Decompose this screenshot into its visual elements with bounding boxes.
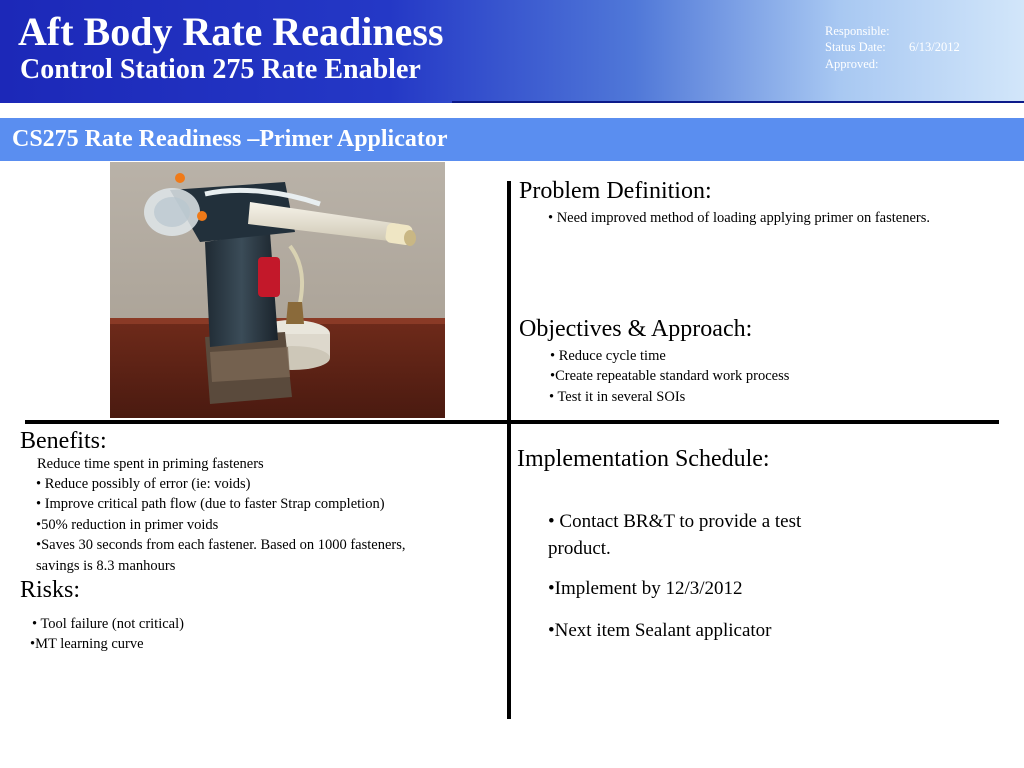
schedule-item: • Contact BR&T to provide a test: [548, 511, 802, 532]
objectives-item: • Reduce cycle time: [550, 348, 666, 364]
risks-item: •MT learning curve: [30, 636, 144, 652]
primer-applicator-photo: [110, 162, 445, 418]
schedule-item: •Implement by 12/3/2012: [548, 578, 743, 599]
objectives-item: •Create repeatable standard work process: [550, 368, 790, 384]
responsible-label: Responsible:: [825, 24, 890, 38]
benefits-item: Reduce time spent in priming fasteners: [37, 456, 264, 472]
benefits-item: •50% reduction in primer voids: [36, 517, 219, 533]
page-subtitle: Control Station 275 Rate Enabler: [20, 54, 421, 85]
status-date-label: Status Date:: [825, 40, 886, 54]
vertical-divider: [507, 181, 511, 719]
approved-label: Approved:: [825, 57, 879, 71]
horizontal-divider: [25, 420, 999, 424]
header-rule: [452, 101, 1024, 103]
objectives-item: • Test it in several SOIs: [549, 389, 686, 405]
objectives-heading: Objectives & Approach:: [519, 316, 753, 342]
schedule-item: •Next item Sealant applicator: [548, 620, 772, 641]
risks-heading: Risks:: [20, 577, 81, 603]
benefits-heading: Benefits:: [20, 428, 107, 454]
risks-item: • Tool failure (not critical): [32, 616, 184, 632]
benefits-item: •Saves 30 seconds from each fastener. Based on 1000 fasteners,: [36, 537, 406, 553]
primer-applicator-image: [110, 162, 445, 418]
problem-item: • Need improved method of loading applying primer on fasteners.: [548, 210, 930, 226]
section-title: CS275 Rate Readiness –Primer Applicator: [12, 126, 448, 152]
benefits-item: • Reduce possibly of error (ie: voids): [36, 476, 251, 492]
problem-definition-heading: Problem Definition:: [519, 178, 712, 204]
implementation-schedule-heading: Implementation Schedule:: [517, 446, 770, 472]
page-title: Aft Body Rate Readiness: [18, 9, 444, 54]
benefits-item: • Improve critical path flow (due to faster Strap completion): [36, 496, 385, 512]
benefits-item: savings is 8.3 manhours: [36, 558, 176, 574]
schedule-item: product.: [548, 538, 611, 559]
status-date-value: 6/13/2012: [909, 40, 960, 54]
